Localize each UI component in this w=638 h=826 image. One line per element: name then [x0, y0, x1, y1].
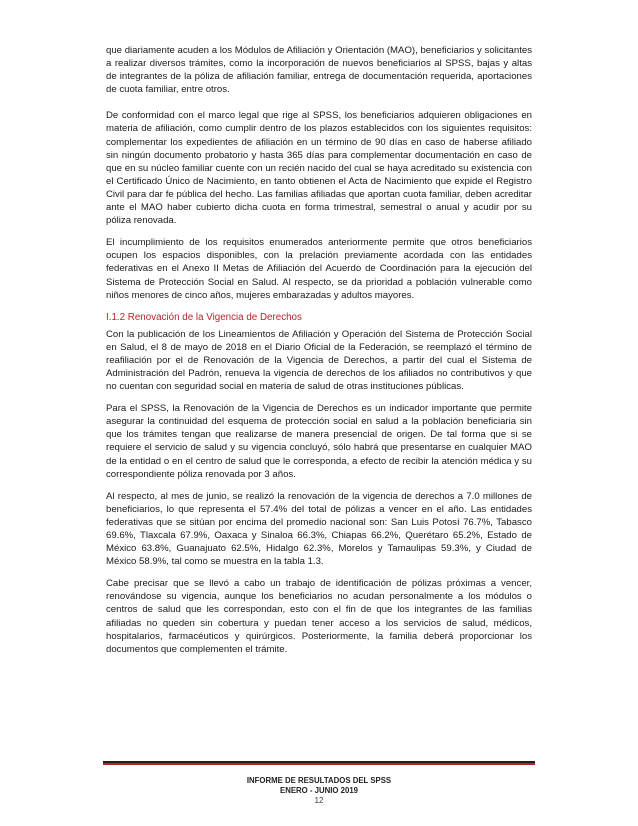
body-content: [106, 44, 532, 665]
paragraph-affiliation-obligations: De conformidad con el marco legal que rige al SPSS, los beneficiarios adquieren obligaciones en materia de afiliación, como cumplir dentro de los plazos establecidos con los siguientes requisitos: complementar los expedientes de afiliación en un término de 90 días en caso de haberse afiliado sin ningún documento probatorio y hasta 365 días para complementar documentación en caso de que en su núcleo familiar cuente con un recién nacido del cual se haya acreditado su existencia con el Certificado Único de Nacimiento, en tanto obtienen el Acta de Nacimiento que expide el Registro Civil para dar fe pública del hecho. Las familias afiliadas que aportan cuota familiar, deben acreditar ante el MAO haber cubierto dicha cuota en forma trimestral, semestral o anual y acudir por su póliza renovada.: [106, 110, 532, 227]
paragraph-renewal-indicator: Para el SPSS, la Renovación de la Vigencia de Derechos es un indicador importante que permite asegurar la continuidad del esquema de protección social en salud a la población beneficiaria sin que los trámites tengan que realizarse de manera presencial de origen. De tal forma que si se requiere el servicio de salud y su vigencia concluyó, sólo habrá que presentarse en cualquier MAO de la entidad o en el centro de salud que le corresponda, a efecto de recibir la atención médica y su correspondiente póliza renovada por 3 años.: [106, 403, 532, 480]
paragraph-noncompliance: El incumplimiento de los requisitos enumerados anteriormente permite que otros beneficiarios ocupen los espacios disponibles, con la prelación previamente acordada con las entidades federativas en el Anexo II Metas de Afiliación del Acuerdo de Coordinación para la ejecución del Sistema de Protección Social en Salud. Al respecto, se da prioridad a población vulnerable como niños menores de cinco años, mujeres embarazadas y adultos mayores.: [106, 237, 532, 301]
paragraph-mao-procedures: que diariamente acuden a los Módulos de Afiliación y Orientación (MAO), beneficiarios y solicitantes a realizar diversos trámites, como la incorporación de nuevos beneficiarios al SPSS, bajas y altas de integrantes de la póliza de afiliación familiar, entrega de documentación requerida, aportaciones de cuota familiar, entre otros.: [106, 45, 532, 96]
paragraph-guidelines-publication: Con la publicación de los Lineamientos de Afiliación y Operación del Sistema de Protección Social en Salud, el 8 de mayo de 2018 en el Diario Oficial de la Federación, se reemplazó el término de reafiliación por el de Renovación de la Vigencia de Derechos, a partir del cual el Sistema de Administración del Padrón, renueva la vigencia de derechos de los afiliados no contributivos y que no cuentan con seguridad social en materia de salud de otras instituciones públicas.: [106, 328, 532, 393]
footer-subtitle: ENERO - JUNIO 2019: [280, 786, 358, 795]
paragraph-policy-identification: Cabe precisar que se llevó a cabo un trabajo de identificación de pólizas próximas a vencer, renovándose su vigencia, aunque los beneficiarios no acudan personalmente a los módulos o centros de salud que les correspondan, esto con el fin de que los integrantes de las familias afiliadas no queden sin cobertura y puedan tener acceso a los servicios de salud, médicos, hospitalarios, farmacéuticos y quirúrgicos. Posteriormente, la familia deberá proporcionar los documentos que complementen el trámite.: [106, 578, 532, 655]
footer-rule: [103, 761, 535, 765]
page-number: 12: [314, 796, 324, 805]
page-footer: [0, 776, 638, 806]
footer-title: INFORME DE RESULTADOS DEL SPSS: [246, 776, 392, 785]
footer-rule-red: [103, 763, 535, 765]
section-heading: I.1.2 Renovación de la Vigencia de Derechos: [106, 311, 302, 323]
paragraph-renewal-results: Al respecto, al mes de junio, se realizó la renovación de la vigencia de derechos a 7.0 millones de beneficiarios, lo que representa el 57.4% del total de pólizas a vencer en el año. Las entidades federativas que se sitúan por encima del promedio nacional son: San Luis Potosí 76.7%, Tabasco 69.6%, Tlaxcala 67.9%, Oaxaca y Sinaloa 66.3%, Chiapas 66.2%, Querétaro 65.2%, Estado de México 63.8%, Guanajuato 62.5%, Hidalgo 62.3%, Morelos y Tamaulipas 59.3%, y Ciudad de México 58.9%, tal como se muestra en la tabla 1.3.: [106, 490, 532, 568]
